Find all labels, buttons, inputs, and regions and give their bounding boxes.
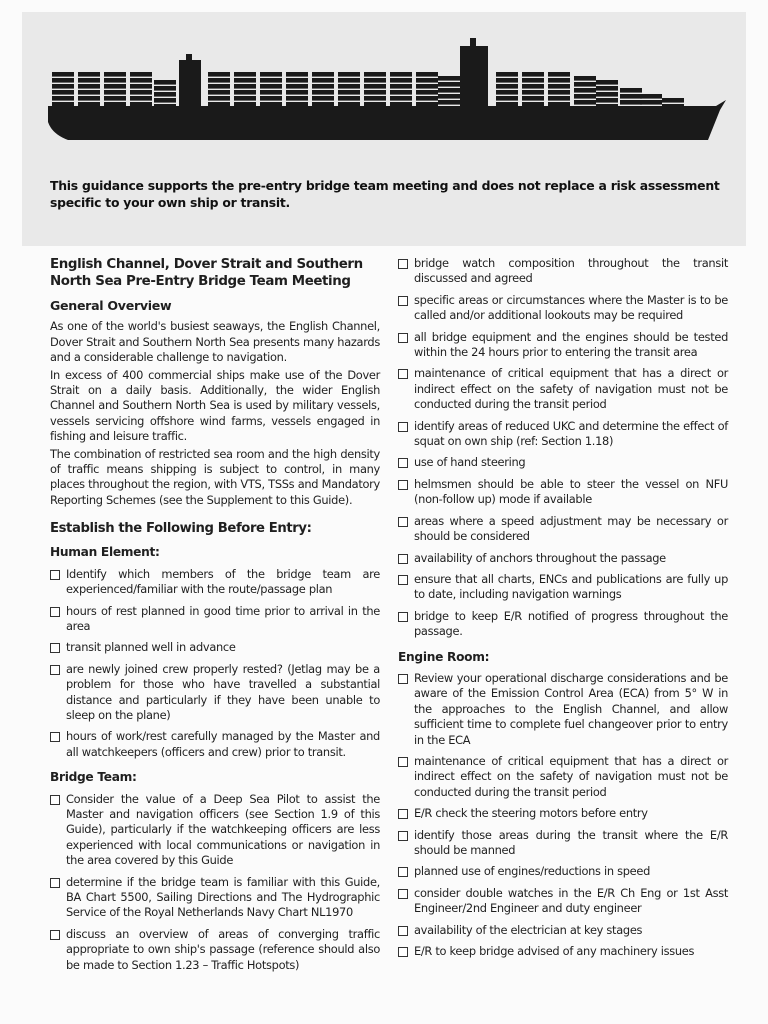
container-row — [286, 90, 308, 95]
container-row — [78, 72, 100, 77]
checkbox-icon[interactable] — [50, 878, 60, 888]
container-row — [260, 102, 282, 107]
checklist-item: discuss an overview of areas of converging traffic appropriate to own ship's passage (reference should also be made to Section 1.23 – Traffic Hotspots) — [50, 927, 380, 973]
container-row — [208, 78, 230, 83]
container-row — [104, 72, 126, 77]
human-element-heading: Human Element: — [50, 545, 160, 560]
container-row — [438, 94, 460, 99]
container-row — [416, 96, 438, 101]
checklist-item: availability of the electrician at key stages — [398, 923, 728, 938]
checklist-item: determine if the bridge team is familiar with this Guide, BA Chart 5500, Sailing Directions and The Hydrographic Service of the Royal Netherlands Navy Chart NL1970 — [50, 875, 380, 921]
checklist-item: E/R to keep bridge advised of any machinery issues — [398, 944, 728, 959]
container-row — [496, 102, 518, 107]
checkbox-icon[interactable] — [50, 665, 60, 675]
checkbox-icon[interactable] — [398, 757, 408, 767]
container-row — [52, 90, 74, 95]
container-row — [338, 90, 360, 95]
container-row — [390, 102, 412, 107]
container-row — [390, 96, 412, 101]
container-row — [662, 104, 684, 109]
container-row — [438, 100, 460, 105]
container-row — [496, 90, 518, 95]
container-row — [104, 78, 126, 83]
container-row — [312, 90, 334, 95]
container-row — [130, 72, 152, 77]
container-ship-illustration — [40, 28, 730, 148]
container-row — [104, 96, 126, 101]
container-row — [390, 72, 412, 77]
container-row — [574, 88, 596, 93]
checklist-item: transit planned well in advance — [50, 640, 380, 655]
container-row — [390, 90, 412, 95]
container-row — [596, 80, 618, 85]
container-row — [154, 104, 176, 109]
checkbox-icon[interactable] — [398, 889, 408, 899]
overview-paragraph: The combination of restricted sea room and the high density of traffic means shipping is subject to control, in many places throughout the region, with VTS, TSSs and Mandatory Reporting Schemes (see the Supplement to this Guide). — [50, 446, 380, 507]
container-row — [234, 96, 256, 101]
container-row — [416, 72, 438, 77]
checklist-item: areas where a speed adjustment may be necessary or should be considered — [398, 514, 728, 545]
container-row — [438, 82, 460, 87]
intro-statement: This guidance supports the pre-entry bridge team meeting and does not replace a risk assessment specific to your own ship or transit. — [50, 178, 720, 210]
checklist-item: Identify which members of the bridge team are experienced/familiar with the route/passage plan — [50, 567, 380, 598]
container-row — [130, 90, 152, 95]
container-row — [662, 98, 684, 103]
container-row — [52, 78, 74, 83]
container-row — [234, 72, 256, 77]
container-row — [438, 88, 460, 93]
checkbox-icon[interactable] — [398, 575, 408, 585]
container-row — [104, 102, 126, 107]
container-row — [416, 78, 438, 83]
checklist-item: availability of anchors throughout the passage — [398, 551, 728, 566]
container-row — [286, 102, 308, 107]
container-row — [52, 96, 74, 101]
container-row — [312, 78, 334, 83]
container-row — [234, 84, 256, 89]
container-row — [130, 84, 152, 89]
checkbox-icon[interactable] — [398, 809, 408, 819]
container-row — [416, 90, 438, 95]
container-row — [390, 84, 412, 89]
bridge-team-list — [50, 792, 380, 973]
checkbox-icon[interactable] — [50, 643, 60, 653]
container-row — [260, 90, 282, 95]
page-title: English Channel, Dover Strait and Southern North Sea Pre-Entry Bridge Team Meeting — [50, 257, 363, 289]
container-row — [286, 84, 308, 89]
checkbox-icon[interactable] — [398, 612, 408, 622]
bridge-checklist-continued — [398, 256, 728, 640]
left-column — [50, 256, 380, 979]
checklist-item: bridge watch composition throughout the transit discussed and agreed — [398, 256, 728, 287]
checkbox-icon[interactable] — [398, 674, 408, 684]
checklist-item: maintenance of critical equipment that has a direct or indirect effect on the safety of navigation must not be conducted during the transit period — [398, 366, 728, 412]
establish-heading: Establish the Following Before Entry: — [50, 521, 312, 537]
container-row — [208, 90, 230, 95]
checklist-item: helmsmen should be able to steer the vessel on NFU (non-follow up) mode if available — [398, 477, 728, 508]
container-row — [640, 100, 662, 105]
container-row — [286, 78, 308, 83]
container-row — [104, 90, 126, 95]
container-row — [364, 102, 386, 107]
container-row — [496, 96, 518, 101]
container-row — [548, 84, 570, 89]
container-row — [416, 84, 438, 89]
checklist-item: Consider the value of a Deep Sea Pilot to assist the Master and navigation officers (see Section 1.9 of this Guide), particularly if the watchkeeping officers are less experienced with local communications or navigation in the area covered by this Guide — [50, 792, 380, 869]
container-row — [548, 72, 570, 77]
checklist-item: hours of rest planned in good time prior to arrival in the area — [50, 604, 380, 635]
checkbox-icon[interactable] — [398, 554, 408, 564]
container-row — [596, 86, 618, 91]
container-row — [312, 102, 334, 107]
container-row — [548, 102, 570, 107]
container-row — [364, 78, 386, 83]
container-row — [522, 90, 544, 95]
container-row — [574, 94, 596, 99]
container-row — [234, 102, 256, 107]
checkbox-icon[interactable] — [50, 607, 60, 617]
checklist-item: consider double watches in the E/R Ch Eng or 1st Asst Engineer/2nd Engineer and duty engineer — [398, 886, 728, 917]
checkbox-icon[interactable] — [398, 296, 408, 306]
container-row — [104, 84, 126, 89]
container-row — [78, 96, 100, 101]
checkbox-icon[interactable] — [398, 259, 408, 269]
container-row — [312, 84, 334, 89]
container-row — [522, 72, 544, 77]
checkbox-icon[interactable] — [398, 369, 408, 379]
container-row — [130, 102, 152, 107]
container-row — [496, 78, 518, 83]
container-row — [234, 78, 256, 83]
container-row — [364, 84, 386, 89]
human-element-list — [50, 567, 380, 760]
checkbox-icon[interactable] — [398, 480, 408, 490]
checkbox-icon[interactable] — [398, 422, 408, 432]
container-row — [234, 90, 256, 95]
container-row — [548, 90, 570, 95]
container-row — [596, 92, 618, 97]
container-row — [574, 82, 596, 87]
checklist-item: hours of work/rest carefully managed by the Master and all watchkeepers (officers and crew) prior to transit. — [50, 729, 380, 760]
container-row — [52, 84, 74, 89]
checklist-item: planned use of engines/reductions in speed — [398, 864, 728, 879]
container-row — [496, 84, 518, 89]
container-row — [312, 96, 334, 101]
container-row — [620, 100, 642, 105]
container-row — [260, 72, 282, 77]
checklist-item: bridge to keep E/R notified of progress throughout the passage. — [398, 609, 728, 640]
checkbox-icon[interactable] — [50, 930, 60, 940]
checkbox-icon[interactable] — [398, 458, 408, 468]
container-row — [438, 76, 460, 81]
container-row — [208, 96, 230, 101]
container-row — [78, 84, 100, 89]
container-row — [208, 72, 230, 77]
checklist-item: identify areas of reduced UKC and determine the effect of squat on own ship (ref: Section 1.18) — [398, 419, 728, 450]
container-row — [496, 72, 518, 77]
engine-room-list — [398, 671, 728, 960]
checkbox-icon[interactable] — [398, 947, 408, 957]
checklist-item: specific areas or circumstances where the Master is to be called and/or additional lookouts may be required — [398, 293, 728, 324]
checkbox-icon[interactable] — [50, 570, 60, 580]
container-row — [596, 98, 618, 103]
container-row — [154, 98, 176, 103]
container-row — [338, 102, 360, 107]
overview-paragraph: In excess of 400 commercial ships make use of the Dover Strait on a daily basis. Additionally, the wider English Channel and Southern North Sea is used by military vessels, vessels servicing offshore wind farms, vessels engaged in fishing and leisure traffic. — [50, 367, 380, 444]
checklist-item: identify those areas during the transit where the E/R should be manned — [398, 828, 728, 859]
container-row — [364, 96, 386, 101]
container-row — [338, 84, 360, 89]
container-row — [574, 76, 596, 81]
container-row — [522, 102, 544, 107]
container-row — [522, 84, 544, 89]
overview-paragraph: As one of the world's busiest seaways, the English Channel, Dover Strait and Southern North Sea presents many hazards and a considerable challenge to navigation. — [50, 319, 380, 365]
checklist-item: maintenance of critical equipment that has a direct or indirect effect on the safety of navigation must not be conducted during the transit period — [398, 754, 728, 800]
container-row — [260, 96, 282, 101]
container-row — [416, 102, 438, 107]
checklist-item: E/R check the steering motors before entry — [398, 806, 728, 821]
container-row — [364, 72, 386, 77]
container-row — [522, 96, 544, 101]
container-row — [52, 72, 74, 77]
container-row — [574, 100, 596, 105]
checkbox-icon[interactable] — [50, 795, 60, 805]
container-row — [312, 72, 334, 77]
container-row — [338, 78, 360, 83]
container-row — [286, 72, 308, 77]
container-row — [78, 102, 100, 107]
container-row — [260, 84, 282, 89]
container-row — [52, 102, 74, 107]
checkbox-icon[interactable] — [50, 732, 60, 742]
checkbox-icon[interactable] — [398, 333, 408, 343]
checklist-item: all bridge equipment and the engines should be tested within the 24 hours prior to entering the transit area — [398, 330, 728, 361]
checklist-item: use of hand steering — [398, 455, 728, 470]
container-row — [338, 72, 360, 77]
container-row — [338, 96, 360, 101]
checkbox-icon[interactable] — [398, 517, 408, 527]
right-column — [398, 256, 728, 965]
container-row — [154, 86, 176, 91]
container-row — [154, 80, 176, 85]
general-overview-heading: General Overview — [50, 298, 172, 313]
checklist-item: Review your operational discharge considerations and be aware of the Emission Control Area (ECA) from 5° W in the approaches to the English Channel, and allow sufficient time to complete fuel changeover prior to entry in the ECA — [398, 671, 728, 748]
container-row — [208, 102, 230, 107]
container-row — [78, 90, 100, 95]
container-row — [260, 78, 282, 83]
container-row — [548, 96, 570, 101]
container-row — [78, 78, 100, 83]
checkbox-icon[interactable] — [398, 831, 408, 841]
checkbox-icon[interactable] — [398, 926, 408, 936]
container-row — [130, 96, 152, 101]
container-row — [596, 104, 618, 109]
engine-room-heading: Engine Room: — [398, 649, 490, 664]
container-row — [620, 94, 642, 99]
checkbox-icon[interactable] — [398, 867, 408, 877]
container-row — [364, 90, 386, 95]
container-row — [130, 78, 152, 83]
container-row — [208, 84, 230, 89]
container-row — [620, 88, 642, 93]
checklist-item: are newly joined crew properly rested? (Jetlag may be a problem for those who have travelled a substantial distance and particularly if they have been unable to sleep on the plane) — [50, 662, 380, 724]
container-row — [522, 78, 544, 83]
checklist-item: ensure that all charts, ENCs and publications are fully up to date, including navigation warnings — [398, 572, 728, 603]
container-row — [390, 78, 412, 83]
bridge-team-heading: Bridge Team: — [50, 770, 137, 785]
container-row — [548, 78, 570, 83]
container-row — [286, 96, 308, 101]
container-row — [154, 92, 176, 97]
container-row — [640, 94, 662, 99]
